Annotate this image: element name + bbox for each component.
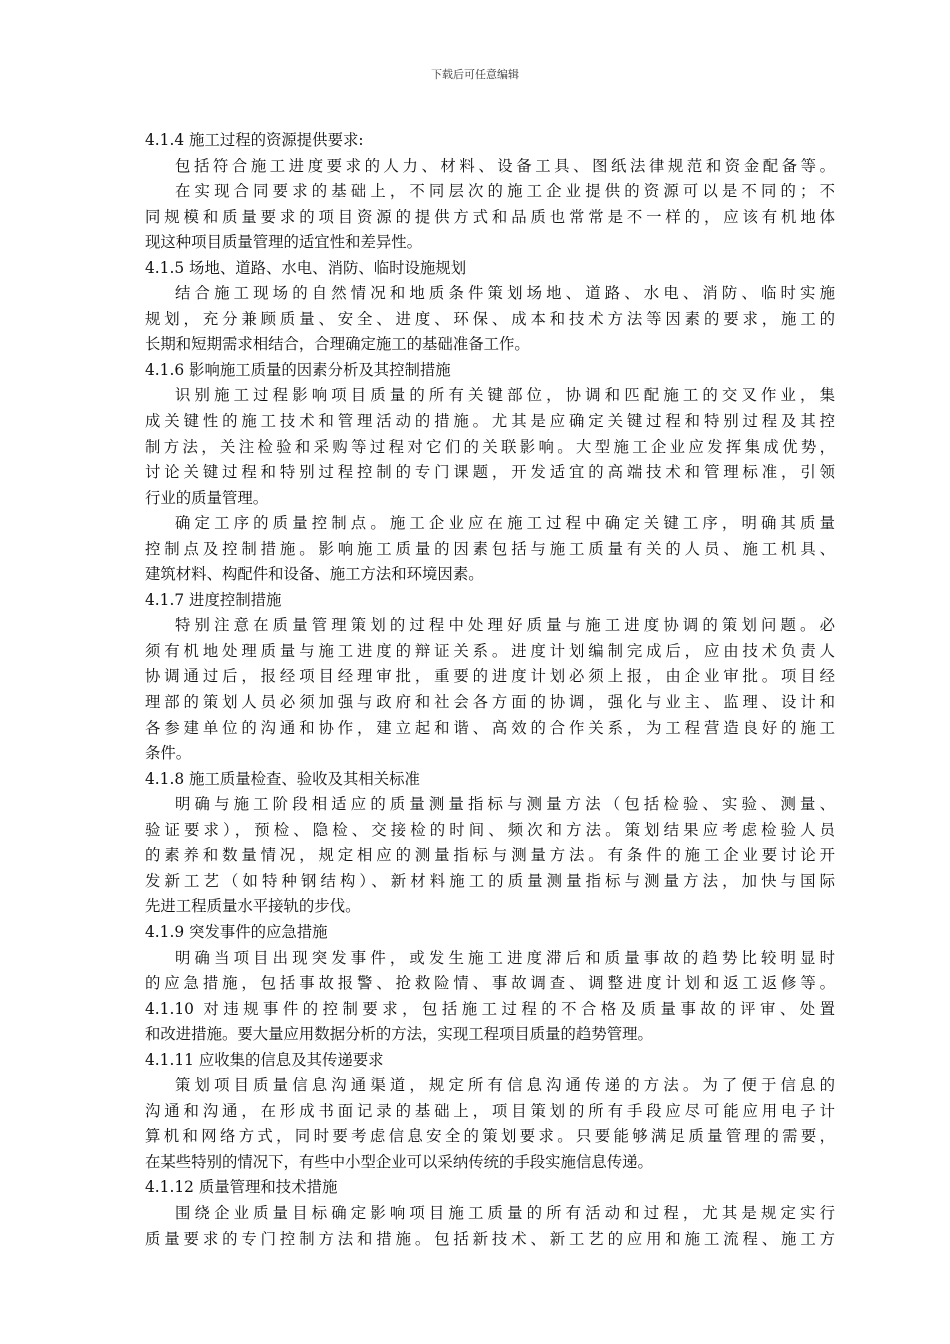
body-text-line: 识别施工过程影响项目质量的所有关键部位，协调和匹配施工的交叉作业，集 [175,386,835,405]
body-text-line: 各参建单位的沟通和协作，建立起和谐、高效的合作关系，为工程营造良好的施工 [145,718,835,737]
body-text-line: 协调通过后，报经项目经理审批，重要的进度计划必须上报，由企业审批。项目经 [145,667,835,686]
body-text-line: 同规模和质量要求的项目资源的提供方式和品质也常常是不一样的，应该有机地体 [145,207,835,226]
body-text-line: 算机和网络方式，同时要考虑信息安全的策划要求。只要能够满足质量管理的需要， [145,1127,835,1146]
body-text-line: 先进工程质量水平接轨的步伐。 [145,897,361,916]
body-text-line: 在某些特别的情况下，有些中小型企业可以采纳传统的手段实施信息传递。 [145,1152,653,1171]
body-text-line: 的应急措施，包括事故报警、抢救险情、事故调查、调整进度计划和返工返修等。 [145,974,835,993]
body-text-line: 建筑材料、构配件和设备、施工方法和环境因素。 [145,565,484,584]
section-heading-line: 4.1.6 影响施工质量的因素分析及其控制措施 [145,360,451,379]
body-text-line: 制方法，关注检验和采购等过程对它们的关联影响。大型施工企业应发挥集成优势， [145,437,835,456]
body-text-line: 须有机地处理质量与施工进度的辩证关系。进度计划编制完成后，应由技术负责人 [145,641,835,660]
body-text-line: 确定工序的质量控制点。施工企业应在施工过程中确定关键工序，明确其质量 [175,514,835,533]
section-heading-line: 4.1.12 质量管理和技术措施 [145,1178,338,1197]
section-heading-line: 4.1.4 施工过程的资源提供要求: [145,131,364,149]
body-text-line: 长期和短期需求相结合，合理确定施工的基础准备工作。 [145,335,530,354]
body-text-line: 验证要求），预检、隐检、交接检的时间、频次和方法。策划结果应考虑检验人员 [145,820,835,839]
section-heading-line: 4.1.11 应收集的信息及其传递要求 [145,1050,384,1069]
body-text-line: 包括符合施工进度要求的人力、材料、设备工具、图纸法律规范和资金配备等。 [175,156,835,175]
body-text-line: 质量要求的专门控制方法和措施。包括新技术、新工艺的应用和施工流程、施工方 [145,1229,835,1248]
section-heading-line: 4.1.9 突发事件的应急措施 [145,922,328,941]
document-body [145,128,835,1252]
section-heading-line: 4.1.7 进度控制措施 [145,590,282,609]
body-text-line: 现这种项目质量管理的适宜性和差异性。 [145,233,423,252]
body-text-line: 结合施工现场的自然情况和地质条件策划场地、道路、水电、消防、临时实施 [175,284,835,303]
body-text-line: 讨论关键过程和特别过程控制的专门课题，开发适宜的高端技术和管理标准，引领 [145,463,835,482]
body-text-line: 明确当项目出现突发事件，或发生施工进度滞后和质量事故的趋势比较明显时 [175,948,835,967]
body-text-line: 控制点及控制措施。影响施工质量的因素包括与施工质量有关的人员、施工机具、 [145,539,835,558]
section-heading-line: 4.1.5 场地、道路、水电、消防、临时设施规划 [145,258,467,277]
body-text-line: 发新工艺（如特种钢结构）、新材料施工的质量测量指标与测量方法，加快与国际 [145,871,835,890]
section-heading-line: 4.1.8 施工质量检查、验收及其相关标准 [145,769,420,788]
body-text-line: 特别注意在质量管理策划的过程中处理好质量与施工进度协调的策划问题。必 [175,616,835,635]
section-heading-line: 4.1.10 对违规事件的控制要求，包括施工过程的不合格及质量事故的评审、处置 [145,999,835,1018]
body-text-line: 规划，充分兼顾质量、安全、进度、环保、成本和技术方法等因素的要求，施工的 [145,309,835,328]
body-text-line: 明确与施工阶段相适应的质量测量指标与测量方法（包括检验、实验、测量、 [175,795,835,814]
body-text-line: 围绕企业质量目标确定影响项目施工质量的所有活动和过程，尤其是规定实行 [175,1203,835,1222]
body-text-line: 行业的质量管理。 [145,488,269,507]
page-header-note: 下载后可任意编辑 [431,68,519,81]
body-text-line: 沟通和沟通，在形成书面记录的基础上，项目策划的所有手段应尽可能应用电子计 [145,1101,835,1120]
body-text-line: 和改进措施。要大量应用数据分析的方法，实现工程项目质量的趋势管理。 [145,1025,653,1044]
body-text-line: 条件。 [145,744,192,763]
body-text-line: 理部的策划人员必须加强与政府和社会各方面的协调，强化与业主、监理、设计和 [145,693,835,712]
body-text-line: 的素养和数量情况，规定相应的测量指标与测量方法。有条件的施工企业要讨论开 [145,846,835,865]
body-text-line: 成关键性的施工技术和管理活动的措施。尤其是应确定关键过程和特别过程及其控 [145,412,835,431]
body-text-line: 在实现合同要求的基础上，不同层次的施工企业提供的资源可以是不同的；不 [175,182,835,201]
body-text-line: 策划项目质量信息沟通渠道，规定所有信息沟通传递的方法。为了便于信息的 [175,1076,835,1095]
